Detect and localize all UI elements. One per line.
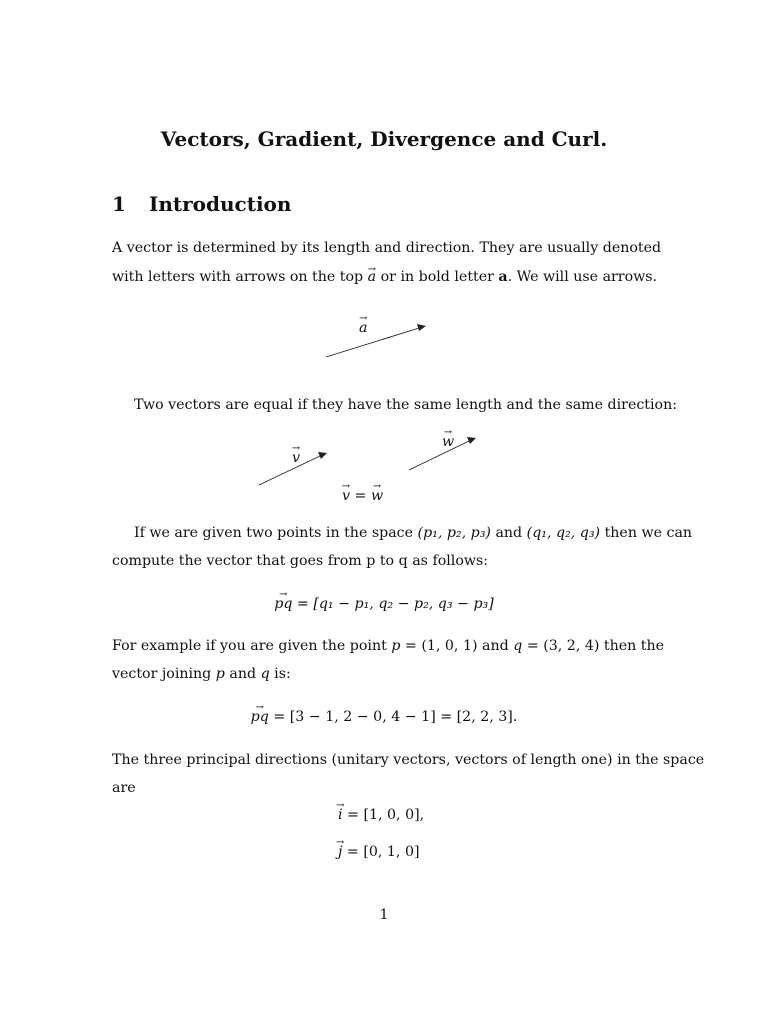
example-line-1: For example if you are given the point p = (1, 0, 1) and q = (3, 2, 4) then the	[112, 638, 665, 654]
vector-a-label: → a	[359, 320, 367, 336]
directions-line-2: are	[112, 780, 136, 796]
vector-v-arrowhead	[318, 452, 327, 459]
directions-line-1: The three principal directions (unitary vectors, vectors of length one) in the space	[112, 752, 705, 768]
example-line-2: vector joining p and q is:	[112, 666, 291, 682]
section-title: Introduction	[149, 192, 292, 216]
v-equals-w: → v = → w	[342, 488, 383, 504]
pq-example-formula: → pq = [3 − 1, 2 − 0, 4 − 1] = [2, 2, 3].	[0, 709, 768, 725]
intro-line-1: A vector is determined by its length and direction. They are usually denoted	[112, 240, 662, 256]
vector-v-label: → v	[292, 450, 300, 466]
page-title: Vectors, Gradient, Divergence and Curl.	[160, 127, 608, 151]
vector-w-arrowhead	[467, 437, 476, 444]
i-unit-vector: → i = [1, 0, 0],	[338, 807, 424, 823]
pq-vector: → pq	[274, 596, 292, 612]
vector-w-line	[409, 441, 469, 470]
points-line-2: compute the vector that goes from p to q as follows:	[112, 553, 489, 569]
intro-line-2: with letters with arrows on the top → a or in bold letter a. We will use arrows.	[112, 263, 657, 291]
section-number: 1	[112, 192, 126, 216]
pq-formula: → pq = [q₁ − p₁, q₂ − p₂, q₃ − p₃]	[0, 596, 768, 612]
j-unit-vector: → j = [0, 1, 0]	[338, 844, 420, 860]
points-line-1: If we are given two points in the space (p₁, p₂, p₃) and (q₁, q₂, q₃) then we can	[134, 525, 693, 541]
page-number: 1	[379, 907, 389, 923]
vector-v-line	[259, 456, 320, 485]
bold-a: a	[498, 269, 508, 285]
vector-w-label: → w	[442, 434, 454, 450]
equal-vectors-text: Two vectors are equal if they have the same length and the same direction:	[134, 397, 677, 413]
vector-a-inline: → a	[368, 263, 376, 291]
